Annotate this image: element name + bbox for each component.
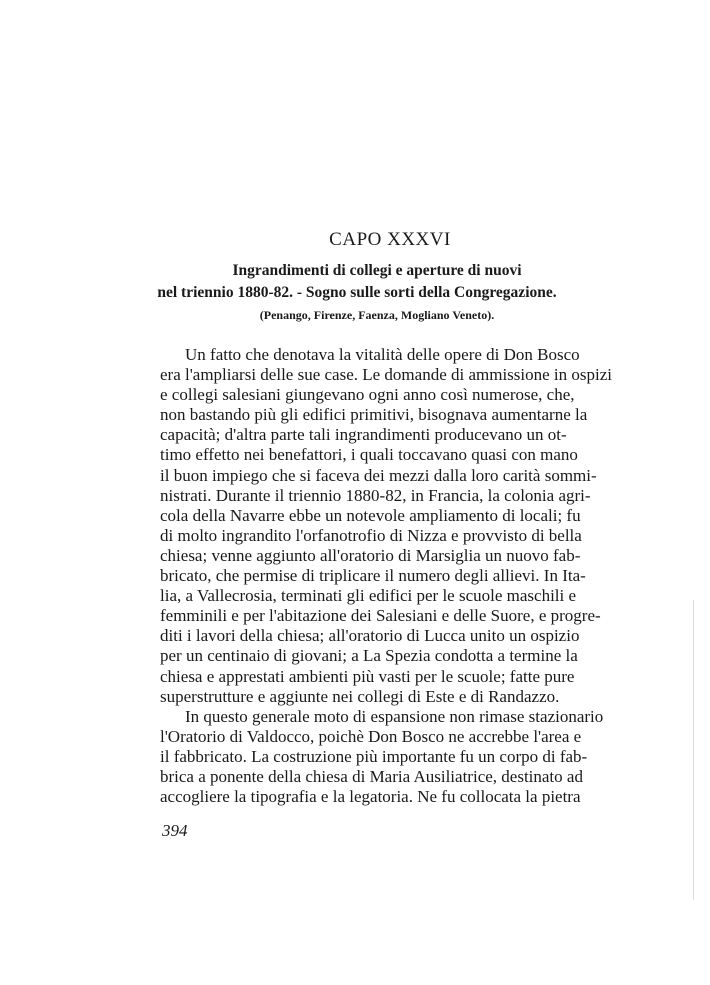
text-line: In questo generale moto di espansione non rimase stazionario	[185, 706, 604, 726]
chapter-title-line-1: Ingrandimenti di collegi e aperture di nuovi	[232, 262, 522, 279]
text-line: era l'ampliarsi delle sue case. Le domande di ammissione in ospizi	[160, 365, 613, 385]
text-line: il buon impiego che si faceva dei mezzi dalla loro carità sommi-	[160, 465, 597, 485]
text-line: cola della Navarre ebbe un notevole ampliamento di locali; fu	[160, 505, 581, 525]
text-line: diti i lavori della chiesa; all'oratorio di Lucca unito un ospizio	[160, 626, 580, 646]
text-line: per un centinaio di giovani; a La Spezia condotta a termine la	[160, 646, 578, 666]
text-line: femminili e per l'abitazione dei Salesiani e delle Suore, e progre-	[160, 606, 601, 626]
chapter-number: CAPO XXXVI	[329, 229, 451, 250]
text-line: l'Oratorio di Valdocco, poichè Don Bosco ne accrebbe l'area e	[160, 726, 582, 746]
text-line: chiesa; venne aggiunto all'oratorio di Marsiglia un nuovo fab-	[160, 545, 581, 565]
text-line: brica a ponente della chiesa di Maria Ausiliatrice, destinato ad	[160, 766, 583, 786]
text-line: nistrati. Durante il triennio 1880-82, in Francia, la colonia agri-	[160, 485, 591, 505]
text-line: e collegi salesiani giungevano ogni anno così numerose, che,	[160, 385, 575, 405]
text-line: il fabbricato. La costruzione più importante fu un corpo di fab-	[160, 746, 588, 766]
body-text	[160, 345, 613, 807]
text-line: di molto ingrandito l'orfanotrofio di Nizza e provvisto di bella	[160, 525, 582, 545]
text-line: bricato, che permise di triplicare il numero degli allievi. In Ita-	[160, 566, 586, 586]
text-line: capacità; d'altra parte tali ingrandimenti producevano un ot-	[160, 425, 567, 445]
text-line: superstrutture e aggiunte nei collegi di Este e di Randazzo.	[160, 686, 560, 706]
scan-edge-line	[693, 600, 694, 900]
text-line: Un fatto che denotava la vitalità delle opere di Don Bosco	[185, 345, 580, 364]
text-line: accogliere la tipografia e la legatoria. Ne fu collocata la pietra	[160, 787, 581, 807]
chapter-subtitle: (Penango, Firenze, Faenza, Mogliano Veneto).	[259, 308, 495, 322]
page-number: 394	[162, 821, 188, 840]
text-line: timo effetto nei benefattori, i quali toccavano quasi con mano	[160, 445, 578, 465]
text-line: non bastando più gli edifici primitivi, bisognava aumentarne la	[160, 405, 588, 425]
text-line: lia, a Vallecrosia, terminati gli edifici per le scuole maschili e	[160, 586, 577, 606]
text-line: chiesa e apprestati ambienti più vasti per le scuole; fatte pure	[160, 666, 575, 686]
chapter-title-line-2: nel triennio 1880-82. - Sogno sulle sorti della Congregazione.	[157, 284, 557, 301]
